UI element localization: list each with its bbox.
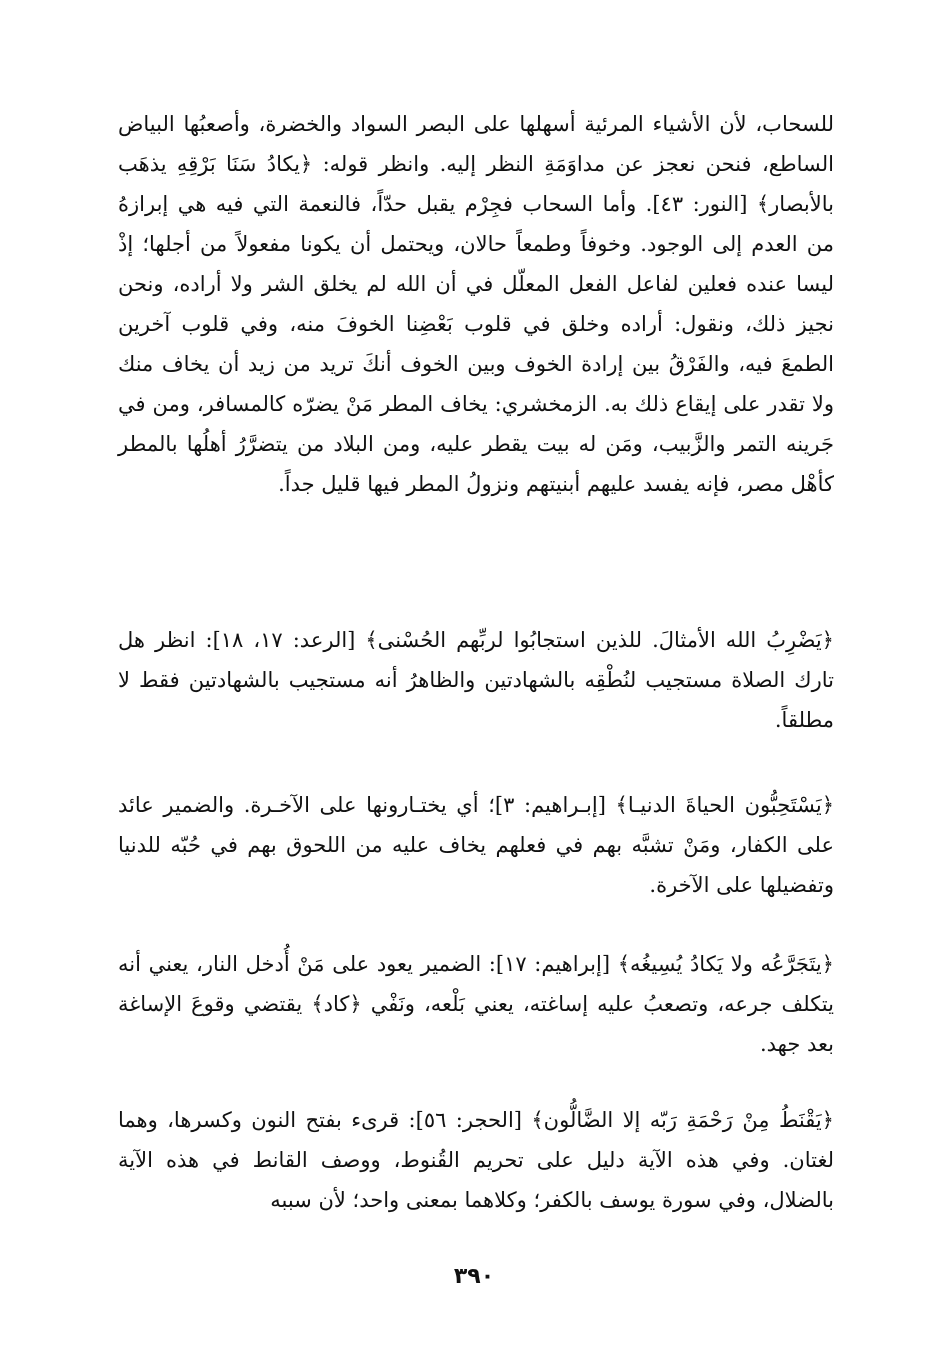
paragraph-yatajarrauhu xyxy=(118,944,834,1064)
paragraph-text: ﴿يَقْنَطُ مِنْ رَحْمَةِ رَبّه إلا الضَّالُّون﴾ [الحجر: ٥٦]: قرىء بفتح النون وكسرها، وهما لغتان. وفي هذه الآية دليل على تحريم القُنوط، ووصف القانط في هذه الآية بالضلال، وفي سورة يوسف بالكفر؛ وكلاهما بمعنى واحد؛ لأن سببه xyxy=(118,1108,834,1212)
paragraph-yastahibbun xyxy=(118,785,834,905)
paragraph-text: للسحاب، لأن الأشياء المرئية أسهلها على البصر السواد والخضرة، وأصعبُها البياض الساطع، فنحن نعجز عن مداوَمَةِ النظر إليه. وانظر قوله: ﴿يكادُ سَنَا بَرْقِهِ يذهَب بالأبصار﴾ [النور: ٤٣]. وأما السحاب فجِرْم يقبل حدّاً، فالنعمة التي فيه هي إبرازهُ من العدم إلى الوجود. وخوفاً وطمعاً حالان، ويحتمل أن يكونا مفعولاً من أجلها؛ إذْ ليسا عنده فعلين لفاعل الفعل المعلّل في أن الله لم يخلق الشر ولا أراده، ونحن نجيز ذلك، ونقول: أراده وخلق في قلوب بَعْضِنا الخوفَ منه، وفي قلوب آخرين الطمعَ فيه، والفَرْقُ بين إرادة الخوف وبين الخوف أنكَ تريد من زيد أن يخاف منك ولا تقدر على إيقاع ذلك به. الزمخشري: يخاف المطر مَنْ يضرّه كالمسافر، ومن في جَرينه التمر والزَّبيب، ومَن له بيت يقطر عليه، ومن البلاد من يتضرَّرُ أهلُها بالمطر كأهْل مصر، فإنه يفسد عليهم أبنيتهم ونزولُ المطر فيها قليل جداً. xyxy=(118,112,834,496)
paragraph-text: ﴿يَضْرِبُ الله الأمثالَ. للذين استجابُوا لربِّهم الحُسْنى﴾ [الرعد: ١٧، ١٨]: انظر هل تارك الصلاة مستجيب لنُطْقِه بالشهادتين والظاهرُ أنه مستجيب بالشهادتين فقط لا مطلقاً. xyxy=(118,628,834,732)
page-number: ٣٩٠ xyxy=(453,1264,495,1289)
paragraph-yaqnatu xyxy=(118,1100,834,1220)
paragraph-yadribu-allah xyxy=(118,620,834,740)
paragraph-text: ﴿يَسْتَحِبُّون الحياةَ الدنيـا﴾ [إبـراهيم: ٣]؛ أي يختـارونها على الآخـرة. والضمير عائد على الكفار، ومَنْ تشبَّه بهم في فعلهم يخاف عليه من اللحوق بهم في حُبّه للدنيا وتفضيلها على الآخرة. xyxy=(118,793,835,897)
paragraph-text: ﴿يتَجَرَّعُه ولا يَكادُ يُسِيغُه﴾ [إبراهيم: ١٧]: الضمير يعود على مَنْ أُدخل النار، يعني أنه يتكلف جرعه، وتصعبُ عليه إساغته، يعني بَلْعه، ونَفْي ﴿كاد﴾ يقتضي وقوعَ الإساغة بعد جهد. xyxy=(118,952,834,1056)
paragraph-zamakhshari-rain xyxy=(118,104,834,504)
